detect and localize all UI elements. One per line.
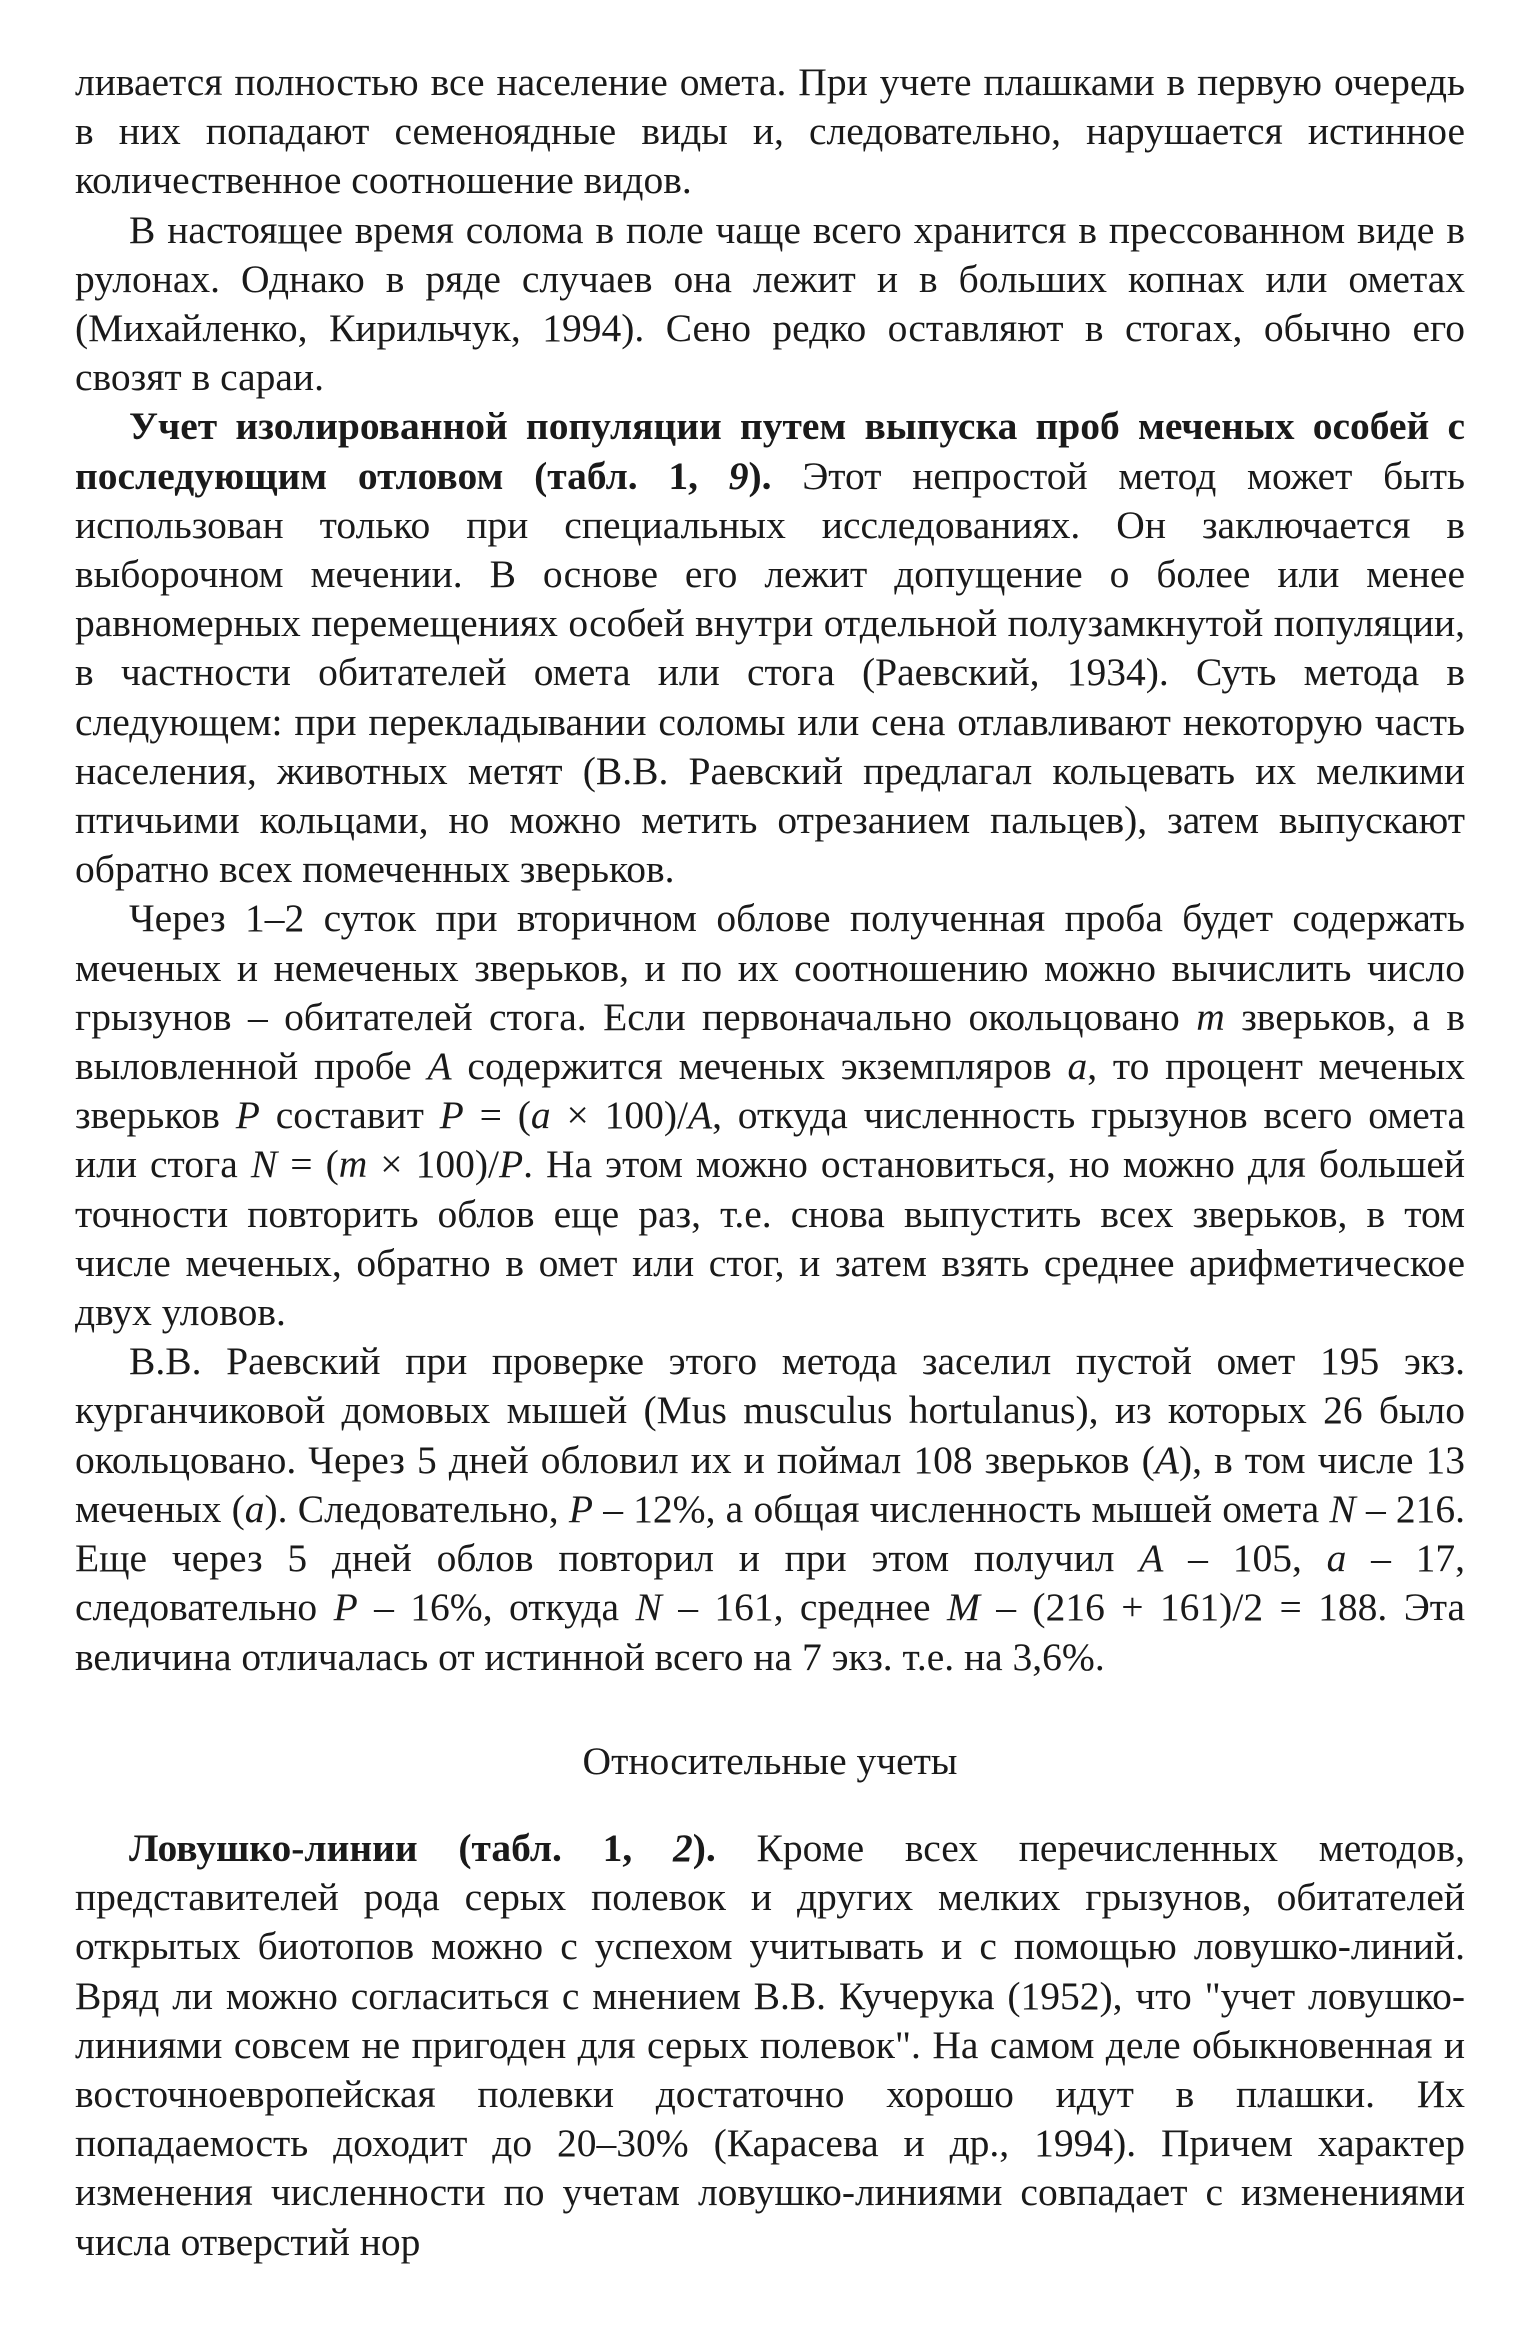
p4-text: × 100)/ (380, 1142, 499, 1187)
p5-text: – 16%, откуда (374, 1585, 620, 1630)
paragraph-1: ливается полностью все население омета. При учете плашками в первую очередь в них попадают семеноядные виды и, следовательно, нарушается истинное количественное соотношение видов. (75, 60, 1465, 203)
p5-text: ). Следовательно, (264, 1486, 559, 1531)
p4-var: P (499, 1142, 524, 1187)
p5-text: – 216. Еще через 5 дней облов повторил и при этом получил (75, 1486, 1466, 1581)
p4-text: . На этом можно остановиться, но можно для большей точности повторить облов еще раз, т.е. снова выпустить всех зверьков, в том числе меченых, обратно в омет или стог, и затем взять среднее арифметическое двух уловов. (75, 1142, 1466, 1335)
p5-text: ), в том числе 13 меченых ( (75, 1437, 1465, 1531)
p4-var: P (235, 1093, 260, 1138)
p4-var: A (427, 1044, 452, 1089)
p5-text: – (216 + 161)/2 = 188. Эта величина отличалась от истинной всего на 7 экз. т.е. на 3,6%. (75, 1585, 1466, 1679)
paragraph-6-bold-lead: Ловушко-линии (табл. 1, (129, 1825, 633, 1870)
paragraph-3-bold-close: ). (748, 453, 772, 498)
p4-var: m (1196, 994, 1225, 1039)
p4-var: m (338, 1142, 368, 1187)
p5-text: – 12%, а общая численность мышей омета (603, 1486, 1320, 1531)
p5-text: – 17, следовательно (75, 1536, 1466, 1630)
p4-var: A (687, 1093, 713, 1138)
p5-var: A (1139, 1536, 1164, 1581)
p5-var: a (244, 1486, 265, 1531)
p4-text: = ( (479, 1093, 531, 1138)
p5-text: В.В. Раевский при проверке этого метода заселил пустой омет 195 экз. курганчиковой домовых мышей (Mus musculus hortulanus), из которых 26 было окольцовано. Через 5 дней обловил их и поймал 108 зверьков ( (75, 1339, 1465, 1482)
paragraph-6-bold-close: ). (692, 1825, 716, 1870)
paragraph-3-bold-lead: Учет изолированной популяции путем выпуска проб меченых особей с последующим отловом (табл. 1, (75, 404, 1465, 498)
paragraph-5 (75, 1337, 1465, 1681)
page-body (75, 58, 1465, 2267)
paragraph-6 (75, 1824, 1465, 2267)
p5-var: P (568, 1486, 593, 1531)
p4-var: P (439, 1093, 464, 1138)
paragraph-3-text: Этот непростой метод может быть использован только при специальных исследованиях. Он заключается в выборочном мечении. В основе его лежит допущение о более или менее равномерных перемещениях особей внутри отдельной полузамкнутой популяции, в частности обитателей омета или стога (Раевский, 1934). Суть метода в следующем: при перекладывании соломы или сена отлавливают некоторую часть населения, животных метят (В.В. Раевский предлагал кольцевать их мелкими птичьими кольцами, но можно метить отрезанием пальцев), затем выпускают обратно всех помеченных зверьков. (75, 453, 1465, 892)
p4-text: содержится меченых экземпляров (467, 1044, 1052, 1089)
paragraph-6-table-ref: 2 (673, 1825, 693, 1870)
p4-text: Через 1–2 суток при вторичном облове полученная проба будет содержать меченых и немеченых зверьков, и по их соотношению можно вычислить число грызунов – обитателей стога. Если первоначально окольцовано (75, 896, 1465, 1039)
p4-var: N (250, 1142, 278, 1187)
paragraph-2: В настоящее время солома в поле чаще всего хранится в прессованном виде в рулонах. Однако в ряде случаев она лежит и в больших копнах или ометах (Михайленко, Кирильчук, 1994). Сено редко оставляют в стогах, обычно его свозят в сараи. (75, 207, 1465, 400)
p4-text: зверьков, а в выловленной пробе (75, 994, 1466, 1089)
p4-text: составит (275, 1093, 424, 1138)
p4-text: × 100)/ (566, 1093, 688, 1138)
paragraph-4 (75, 894, 1465, 1337)
p4-text: , откуда численность грызунов всего омета или стога (75, 1093, 1466, 1187)
paragraph-3-table-ref: 9 (728, 453, 749, 498)
p4-var: a (530, 1093, 551, 1138)
p5-var: N (635, 1585, 662, 1630)
p4-text: , то процент меченых зверьков (75, 1044, 1466, 1138)
p5-text: – 161, среднее (678, 1585, 931, 1630)
p5-var: a (1326, 1536, 1347, 1581)
paragraph-6-text: Кроме всех перечисленных методов, представителей рода серых полевок и других мелких грызунов, обитателей открытых биотопов можно с успехом учитывать и с помощью ловушко-линий. Вряд ли можно согласиться с мнением В.В. Кучерука (1952), что "учет ловушко-линиями совсем не пригоден для серых полевок". На самом деле обыкновенная и восточноевропейская полевки достаточно хорошо идут в плашки. Их попадаемость доходит до 20–30% (Карасева и др., 1994). Причем характер изменения численности по учетам ловушко-линиями совпадает с изменениями числа отверстий нор (75, 1825, 1466, 2264)
section-heading: Относительные учеты (582, 1738, 958, 1783)
p4-text: = ( (290, 1142, 339, 1187)
p5-var: P (333, 1585, 358, 1630)
p5-var: A (1154, 1437, 1179, 1482)
paragraph-3 (75, 402, 1465, 894)
p5-text: – 105, (1188, 1536, 1302, 1581)
p4-var: a (1067, 1044, 1088, 1089)
p5-var: N (1329, 1486, 1356, 1531)
p5-var: M (946, 1585, 980, 1630)
